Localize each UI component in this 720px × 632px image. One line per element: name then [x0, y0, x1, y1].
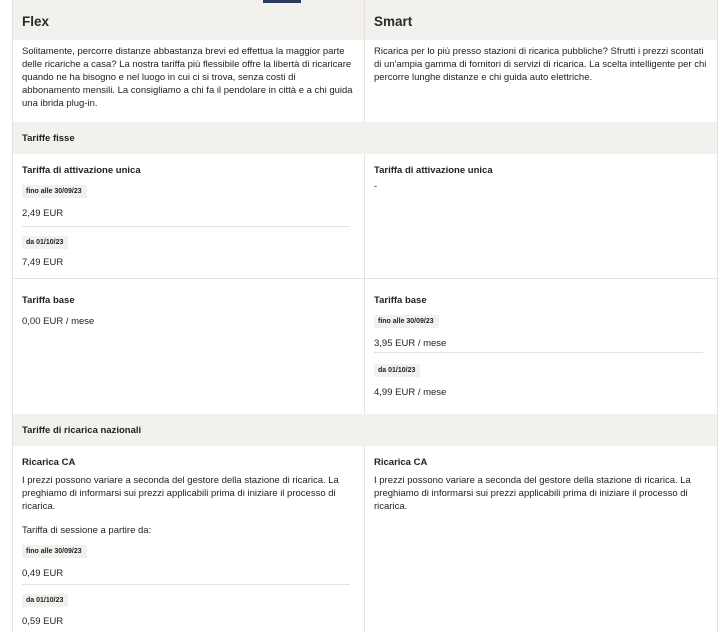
price-value: 0,49 EUR [22, 568, 64, 579]
divider [365, 278, 717, 279]
ac-title-flex: Ricarica CA [22, 457, 76, 468]
period-badge: fino alle 30/09/23 [22, 185, 87, 198]
price-value: 2,49 EUR [22, 208, 64, 219]
base-title-smart: Tariffa base [374, 295, 427, 306]
period-badge: fino alle 30/09/23 [374, 315, 439, 328]
activation-title-flex: Tariffa di attivazione unica [22, 165, 141, 176]
ac-note-flex: I prezzi possono variare a seconda del gestore della stazione di ricarica. La preghiamo di informarsi sui prezzi applicabili prima di iniziare il processo di ricarica. [22, 475, 339, 512]
period-badge: da 01/10/23 [374, 364, 420, 377]
plan-name-smart: Smart [374, 14, 413, 29]
national-tariffs-flex [13, 446, 365, 632]
period-badge: fino alle 30/09/23 [22, 545, 87, 558]
section-header-national: Tariffe di ricarica nazionali [13, 414, 717, 446]
plan-name-flex: Flex [13, 0, 365, 40]
ac-title-smart: Ricarica CA [374, 457, 428, 468]
price-value: 7,49 EUR [22, 257, 64, 268]
scroll-indicator [263, 0, 301, 3]
national-tariffs-block [13, 446, 717, 632]
plan-description-row [13, 40, 717, 122]
divider [22, 584, 350, 585]
fixed-tariffs-smart [365, 154, 717, 414]
period-badge: da 01/10/23 [22, 236, 68, 249]
plan-description-flex: Solitamente, percorre distanze abbastanza brevi ed effettua la maggior parte delle ricariche a casa? La nostra tariffa più flessibile offre la libertà di ricaricare quando ne ha bisogno e nel luogo in cui ci si trova, senza costi di abbonamento mensili. La consigliamo a chi fa il pendolare in città e a chi guida una ibrida plug-in. [13, 40, 365, 122]
divider [13, 278, 364, 279]
section-header-fixed: Tariffe fisse [13, 122, 717, 154]
base-title-flex: Tariffa base [22, 295, 75, 306]
activation-title-smart: Tariffa di attivazione unica [374, 165, 493, 176]
tariff-comparison-table [12, 0, 718, 632]
price-value: 3,95 EUR / mese [374, 338, 447, 349]
divider [374, 352, 703, 353]
price-value: 0,00 EUR / mese [22, 316, 95, 327]
period-badge: da 01/10/23 [22, 594, 68, 607]
divider [22, 226, 350, 227]
national-tariffs-smart [365, 446, 717, 632]
plan-header-row [13, 0, 717, 40]
fixed-tariffs-flex [13, 154, 365, 414]
price-value: 4,99 EUR / mese [374, 387, 447, 398]
plan-description-smart: Ricarica per lo più presso stazioni di ricarica pubbliche? Sfrutti i prezzi scontati di un'ampia gamma di fornitori di servizi di ricarica. La scelta intelligente per chi percorre lunghe distanze e chi guida auto elettriche. [374, 46, 707, 83]
price-value: 0,59 EUR [22, 616, 64, 627]
fixed-tariffs-block [13, 154, 717, 414]
price-value: - [374, 181, 378, 192]
ac-note-smart: I prezzi possono variare a seconda del gestore della stazione di ricarica. La preghiamo di informarsi sui prezzi applicabili prima di iniziare il processo di ricarica. [374, 475, 691, 512]
session-title: Tariffa di sessione a partire da: [22, 525, 152, 536]
